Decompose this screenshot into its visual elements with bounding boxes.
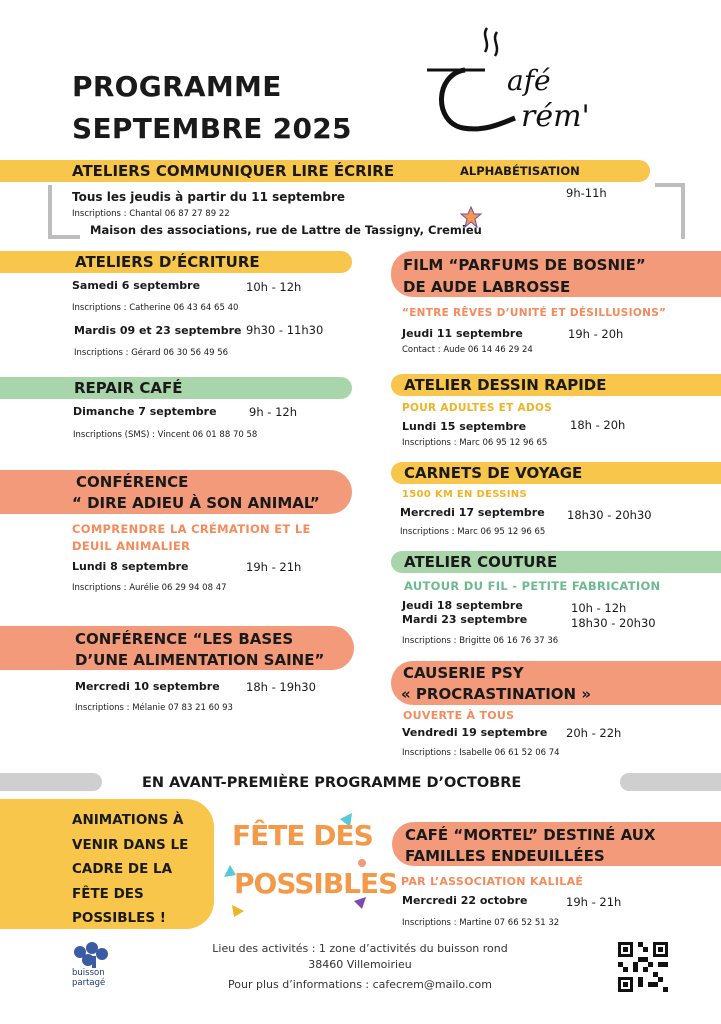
mortel-ins: Inscriptions : Martine 07 66 52 51 32 [402, 918, 560, 928]
animations-line2: VENIR DANS LE [72, 836, 189, 853]
conf-animal-heading1: CONFÉRENCE [76, 473, 189, 491]
ecriture-ins2: Inscriptions : Gérard 06 30 56 49 56 [74, 348, 229, 358]
dessin-sub: POUR ADULTES ET ADOS [402, 402, 553, 414]
ecriture-ins1: Inscriptions : Catherine 06 43 64 65 40 [72, 303, 239, 313]
conf-animal-ins: Inscriptions : Aurélie 06 29 94 08 47 [72, 583, 227, 593]
mortel-heading1: CAFÉ “MORTEL” DESTINÉ AUX [405, 826, 656, 844]
conf-animal-time: 19h - 21h [246, 560, 302, 574]
causerie-date: Vendredi 19 septembre [402, 726, 548, 739]
atelier-lire-place: Maison des associations, rue de Lattre de Tassigny, Cremieu [90, 223, 482, 237]
repair-time: 9h - 12h [249, 405, 297, 419]
mortel-time: 19h - 21h [566, 895, 622, 909]
ecriture-date2: Mardis 09 et 23 septembre [74, 324, 242, 337]
dessin-time: 18h - 20h [570, 418, 626, 432]
ecriture-time2: 9h30 - 11h30 [246, 323, 324, 337]
animations-text [72, 808, 188, 931]
dessin-date: Lundi 15 septembre [402, 420, 527, 433]
carnets-ins: Inscriptions : Marc 06 95 12 96 65 [400, 527, 546, 537]
film-date: Jeudi 11 septembre [402, 327, 523, 340]
conf-alim-heading2: D’UNE ALIMENTATION SAINE” [75, 651, 325, 669]
carnets-heading: CARNETS DE VOYAGE [404, 464, 583, 482]
atelier-lire-inscription: Inscriptions : Chantal 06 87 27 89 22 [72, 209, 230, 219]
cafe-crem-logo [425, 22, 615, 147]
couture-heading: ATELIER COUTURE [404, 553, 558, 571]
page-title-line2: SEPTEMBRE 2025 [72, 112, 352, 145]
couture-sub: AUTOUR DU FIL - PETITE FABRICATION [404, 579, 661, 593]
animations-line3: CADRE DE LA [72, 861, 173, 877]
dessin-heading: ATELIER DESSIN RAPIDE [404, 376, 607, 394]
atelier-lire-tag: ALPHABÉTISATION [460, 164, 580, 178]
film-heading2: DE AUDE LABROSSE [403, 278, 571, 296]
causerie-sub: OUVERTE À TOUS [403, 709, 515, 722]
atelier-lire-time: 9h-11h [566, 186, 607, 200]
ecriture-heading: ATELIERS D’ÉCRITURE [75, 253, 260, 271]
buisson-logo-line2: partagé [72, 978, 106, 988]
conf-alim-time: 18h - 19h30 [246, 680, 316, 694]
conf-animal-sub2: DEUIL ANIMALIER [72, 539, 191, 553]
svg-text:afé: afé [507, 64, 551, 97]
film-time: 19h - 20h [568, 327, 624, 341]
animations-line1: ANIMATIONS À [72, 812, 184, 828]
causerie-heading1: CAUSERIE PSY [403, 664, 524, 682]
causerie-time: 20h - 22h [566, 726, 622, 740]
footer-place1: Lieu des activités : 1 zone d’activités du buisson rond [212, 942, 508, 955]
couture-date1: Jeudi 18 septembre [402, 599, 523, 612]
conf-alim-ins: Inscriptions : Mélanie 07 83 21 60 93 [75, 703, 233, 713]
carnets-time: 18h30 - 20h30 [567, 508, 652, 522]
mortel-heading2: FAMILLES ENDEUILLÉES [405, 847, 605, 865]
dessin-ins: Inscriptions : Marc 06 95 12 96 65 [402, 438, 548, 448]
film-heading1: FILM “PARFUMS DE BOSNIE” [403, 256, 646, 274]
repair-ins: Inscriptions (SMS) : Vincent 06 01 88 70 58 [73, 430, 258, 440]
couture-ins: Inscriptions : Brigitte 06 16 76 37 36 [402, 636, 559, 646]
film-sub: “ENTRE RÊVES D’UNITÉ ET DÉSILLUSIONS” [402, 307, 667, 319]
animations-line5: POSSIBLES ! [72, 910, 166, 926]
footer-info: Pour plus d’informations : cafecrem@mailo.com [228, 978, 492, 991]
qr-code [618, 942, 668, 992]
couture-time1: 10h - 12h [571, 601, 627, 615]
october-banner: EN AVANT-PREMIÈRE PROGRAMME D’OCTOBRE [142, 775, 522, 791]
mortel-date: Mercredi 22 octobre [402, 894, 528, 907]
atelier-lire-heading: ATELIERS COMMUNIQUER LIRE ÉCRIRE [72, 162, 395, 180]
carnets-sub: 1500 KM EN DESSINS [402, 489, 527, 500]
film-ins: Contact : Aude 06 14 46 29 24 [402, 345, 533, 355]
svg-text:rém': rém' [521, 99, 590, 134]
atelier-lire-when: Tous les jeudis à partir du 11 septembre [72, 190, 345, 204]
fete-des-possibles-logo [222, 805, 398, 923]
couture-time2: 18h30 - 20h30 [571, 616, 656, 630]
october-bar-right [620, 773, 721, 791]
causerie-heading2: « PROCRASTINATION » [401, 685, 592, 703]
conf-alim-heading1: CONFÉRENCE “LES BASES [75, 630, 294, 648]
couture-date2: Mardi 23 septembre [402, 613, 528, 626]
mortel-sub: PAR L’ASSOCIATION KALILAÉ [401, 875, 584, 888]
buisson-partage-logo [68, 942, 118, 992]
page-title-line1: PROGRAMME [72, 70, 282, 103]
conf-alim-date: Mercredi 10 septembre [75, 680, 220, 693]
bracket-right [655, 183, 685, 239]
fete-logo-line2: POSSIBLES [234, 867, 398, 900]
ecriture-time1: 10h - 12h [246, 280, 302, 294]
fete-logo-line1: FÊTE DES [232, 819, 373, 852]
star-icon [460, 206, 482, 228]
footer-place2: 38460 Villemoirieu [308, 958, 412, 971]
ecriture-date1: Samedi 6 septembre [72, 279, 201, 292]
conf-animal-sub1: COMPRENDRE LA CRÉMATION ET LE [72, 522, 311, 536]
animations-line4: FÊTE DES [72, 885, 144, 902]
repair-date: Dimanche 7 septembre [73, 405, 217, 418]
carnets-date: Mercredi 17 septembre [400, 506, 545, 519]
buisson-logo-line1: buisson [72, 968, 105, 978]
conf-animal-heading2: “ DIRE ADIEU À SON ANIMAL” [72, 494, 320, 512]
october-bar-left [0, 773, 102, 791]
repair-heading: REPAIR CAFÉ [74, 379, 183, 397]
causerie-ins: Inscriptions : Isabelle 06 61 52 06 74 [402, 748, 560, 758]
conf-animal-date: Lundi 8 septembre [72, 560, 189, 573]
